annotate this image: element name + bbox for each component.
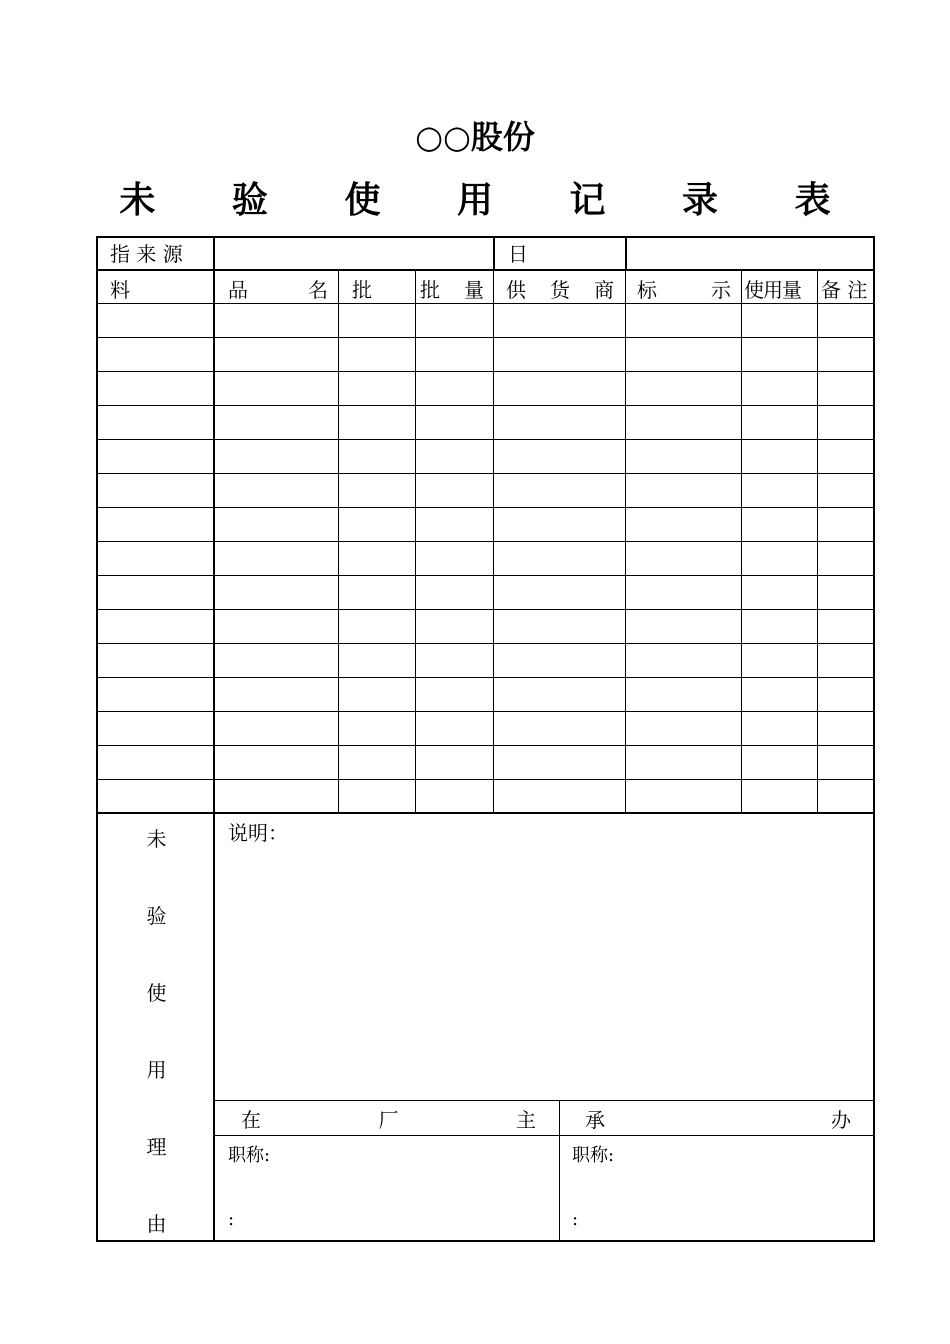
table-cell[interactable] (343, 345, 412, 365)
table-cell[interactable] (746, 685, 814, 705)
table-cell[interactable] (498, 685, 622, 705)
table-cell[interactable] (746, 617, 814, 637)
signature-col-divider (559, 1100, 560, 1240)
table-cell[interactable] (746, 481, 814, 501)
reason-char: 验 (146, 904, 167, 928)
table-cell[interactable] (218, 549, 335, 569)
table-cell[interactable] (420, 753, 490, 773)
table-cell[interactable] (420, 515, 490, 535)
table-cell[interactable] (343, 311, 412, 331)
table-cell[interactable] (420, 311, 490, 331)
table-cell[interactable] (218, 651, 335, 671)
table-cell[interactable] (102, 515, 210, 535)
table-cell[interactable] (218, 379, 335, 399)
table-cell[interactable] (343, 719, 412, 739)
table-cell[interactable] (218, 413, 335, 433)
reason-char: 由 (146, 1212, 167, 1236)
col-product-name: 品 名 (228, 278, 328, 302)
table-cell[interactable] (498, 515, 622, 535)
col-divider-7 (817, 271, 818, 812)
table-cell[interactable] (343, 583, 412, 603)
col-divider-4 (493, 271, 494, 812)
table-cell[interactable] (746, 311, 814, 331)
table-cell[interactable] (218, 753, 335, 773)
table-cell[interactable] (102, 685, 210, 705)
col-divider-2 (338, 271, 339, 812)
table-cell[interactable] (498, 787, 622, 807)
table-cell[interactable] (630, 345, 738, 365)
col-batch: 批 (352, 278, 372, 302)
table-cell[interactable] (498, 617, 622, 637)
table-cell[interactable] (746, 651, 814, 671)
table-cell[interactable] (746, 413, 814, 433)
table-cell[interactable] (218, 583, 335, 603)
table-cell[interactable] (343, 753, 412, 773)
table-cell[interactable] (498, 345, 622, 365)
table-cell[interactable] (498, 651, 622, 671)
company-name: ○○股份 (415, 118, 535, 156)
table-cell[interactable] (102, 651, 210, 671)
plant-head-label: 在 厂 主 (241, 1108, 536, 1132)
table-cell[interactable] (102, 379, 210, 399)
signature-header-divider (213, 1135, 873, 1136)
col-divider-6 (741, 271, 742, 812)
table-cell[interactable] (498, 583, 622, 603)
table-cell[interactable] (420, 583, 490, 603)
table-cell[interactable] (420, 651, 490, 671)
col-remark: 备 注 (821, 278, 868, 302)
table-cell[interactable] (746, 719, 814, 739)
table-cell[interactable] (746, 753, 814, 773)
table-cell[interactable] (822, 515, 869, 535)
table-cell[interactable] (630, 379, 738, 399)
table-cell[interactable] (822, 617, 869, 637)
table-cell[interactable] (420, 685, 490, 705)
table-cell[interactable] (822, 719, 869, 739)
table-cell[interactable] (630, 719, 738, 739)
table-cell[interactable] (822, 311, 869, 331)
table-cell[interactable] (822, 753, 869, 773)
table-cell[interactable] (102, 583, 210, 603)
table-cell[interactable] (343, 379, 412, 399)
table-cell[interactable] (343, 515, 412, 535)
table-cell[interactable] (498, 481, 622, 501)
table-cell[interactable] (630, 685, 738, 705)
table-cell[interactable] (822, 379, 869, 399)
table-cell[interactable] (343, 787, 412, 807)
table-cell[interactable] (746, 447, 814, 467)
table-cell[interactable] (630, 447, 738, 467)
table-cell[interactable] (218, 685, 335, 705)
table-cell[interactable] (822, 549, 869, 569)
table-cell[interactable] (498, 311, 622, 331)
handler-signature-field[interactable] (622, 1168, 862, 1228)
table-cell[interactable] (218, 719, 335, 739)
table-cell[interactable] (102, 413, 210, 433)
table-cell[interactable] (218, 447, 335, 467)
reason-char: 使 (146, 981, 167, 1005)
table-cell[interactable] (102, 787, 210, 807)
table-cell[interactable] (630, 481, 738, 501)
table-cell[interactable] (102, 345, 210, 365)
table-cell[interactable] (822, 447, 869, 467)
table-cell[interactable] (420, 719, 490, 739)
table-cell[interactable] (343, 685, 412, 705)
table-cell[interactable] (218, 515, 335, 535)
table-cell[interactable] (102, 549, 210, 569)
col-material: 料 (110, 278, 130, 302)
table-cell[interactable] (420, 787, 490, 807)
table-cell[interactable] (630, 583, 738, 603)
form-title: 未 验 使 用 记 录 表 (119, 180, 863, 221)
table-cell[interactable] (420, 549, 490, 569)
reason-char: 用 (146, 1058, 167, 1082)
table-cell[interactable] (343, 549, 412, 569)
table-cell[interactable] (498, 549, 622, 569)
table-cell[interactable] (746, 549, 814, 569)
handler-title-label: 职称: (572, 1145, 615, 1166)
table-cell[interactable] (822, 685, 869, 705)
table-cell[interactable] (343, 651, 412, 671)
table-cell[interactable] (630, 549, 738, 569)
description-area[interactable] (228, 848, 858, 1093)
col-divider-3 (415, 271, 416, 812)
table-cell[interactable] (420, 413, 490, 433)
table-cell[interactable] (498, 753, 622, 773)
table-cell[interactable] (343, 481, 412, 501)
table-cell[interactable] (218, 345, 335, 365)
description-label: 说明： (228, 821, 288, 845)
table-cell[interactable] (218, 481, 335, 501)
table-cell[interactable] (822, 651, 869, 671)
table-cell[interactable] (498, 719, 622, 739)
table-cell[interactable] (102, 447, 210, 467)
table-cell[interactable] (102, 311, 210, 331)
plant-head-colon: : (228, 1209, 235, 1230)
table-cell[interactable] (102, 753, 210, 773)
table-cell[interactable] (746, 345, 814, 365)
table-cell[interactable] (630, 787, 738, 807)
table-cell[interactable] (822, 583, 869, 603)
table-cell[interactable] (822, 787, 869, 807)
handler-label: 承 办 (585, 1108, 851, 1132)
col-usage: 使用量 (744, 278, 801, 302)
table-cell[interactable] (630, 413, 738, 433)
table-cell[interactable] (343, 447, 412, 467)
table-cell[interactable] (102, 719, 210, 739)
table-cell[interactable] (822, 345, 869, 365)
table-cell[interactable] (102, 481, 210, 501)
table-cell[interactable] (822, 413, 869, 433)
reason-char: 未 (146, 827, 167, 851)
table-cell[interactable] (420, 481, 490, 501)
table-cell[interactable] (746, 583, 814, 603)
table-cell[interactable] (218, 311, 335, 331)
table-cell[interactable] (630, 515, 738, 535)
date-divider (493, 238, 495, 269)
source-label: 指 来 源 (110, 242, 183, 266)
table-cell[interactable] (420, 617, 490, 637)
table-cell[interactable] (343, 413, 412, 433)
table-cell[interactable] (630, 651, 738, 671)
signature-top-divider (213, 1100, 873, 1101)
table-cell[interactable] (498, 447, 622, 467)
table-cell[interactable] (630, 753, 738, 773)
date-value-divider (625, 238, 627, 269)
col-supplier: 供 货 商 (506, 278, 614, 302)
table-cell[interactable] (498, 413, 622, 433)
table-cell[interactable] (420, 447, 490, 467)
plant-head-title-label: 职称: (228, 1145, 271, 1166)
col-divider-1 (213, 238, 215, 1240)
table-cell[interactable] (420, 345, 490, 365)
date-label: 日 (508, 242, 528, 266)
col-divider-5 (625, 271, 626, 812)
table-cell[interactable] (746, 379, 814, 399)
handler-colon: : (572, 1209, 579, 1230)
reason-char: 理 (146, 1135, 167, 1159)
table-cell[interactable] (630, 311, 738, 331)
table-cell[interactable] (822, 481, 869, 501)
table-cell[interactable] (630, 617, 738, 637)
table-cell[interactable] (218, 617, 335, 637)
plant-head-signature-field[interactable] (278, 1168, 548, 1228)
col-batch-qty: 批 量 (420, 278, 484, 302)
table-cell[interactable] (420, 379, 490, 399)
col-mark: 标 示 (637, 278, 731, 302)
record-form (96, 236, 875, 1242)
table-cell[interactable] (343, 617, 412, 637)
table-cell[interactable] (498, 379, 622, 399)
table-cell[interactable] (218, 787, 335, 807)
table-cell[interactable] (746, 787, 814, 807)
table-cell[interactable] (746, 515, 814, 535)
table-cell[interactable] (102, 617, 210, 637)
